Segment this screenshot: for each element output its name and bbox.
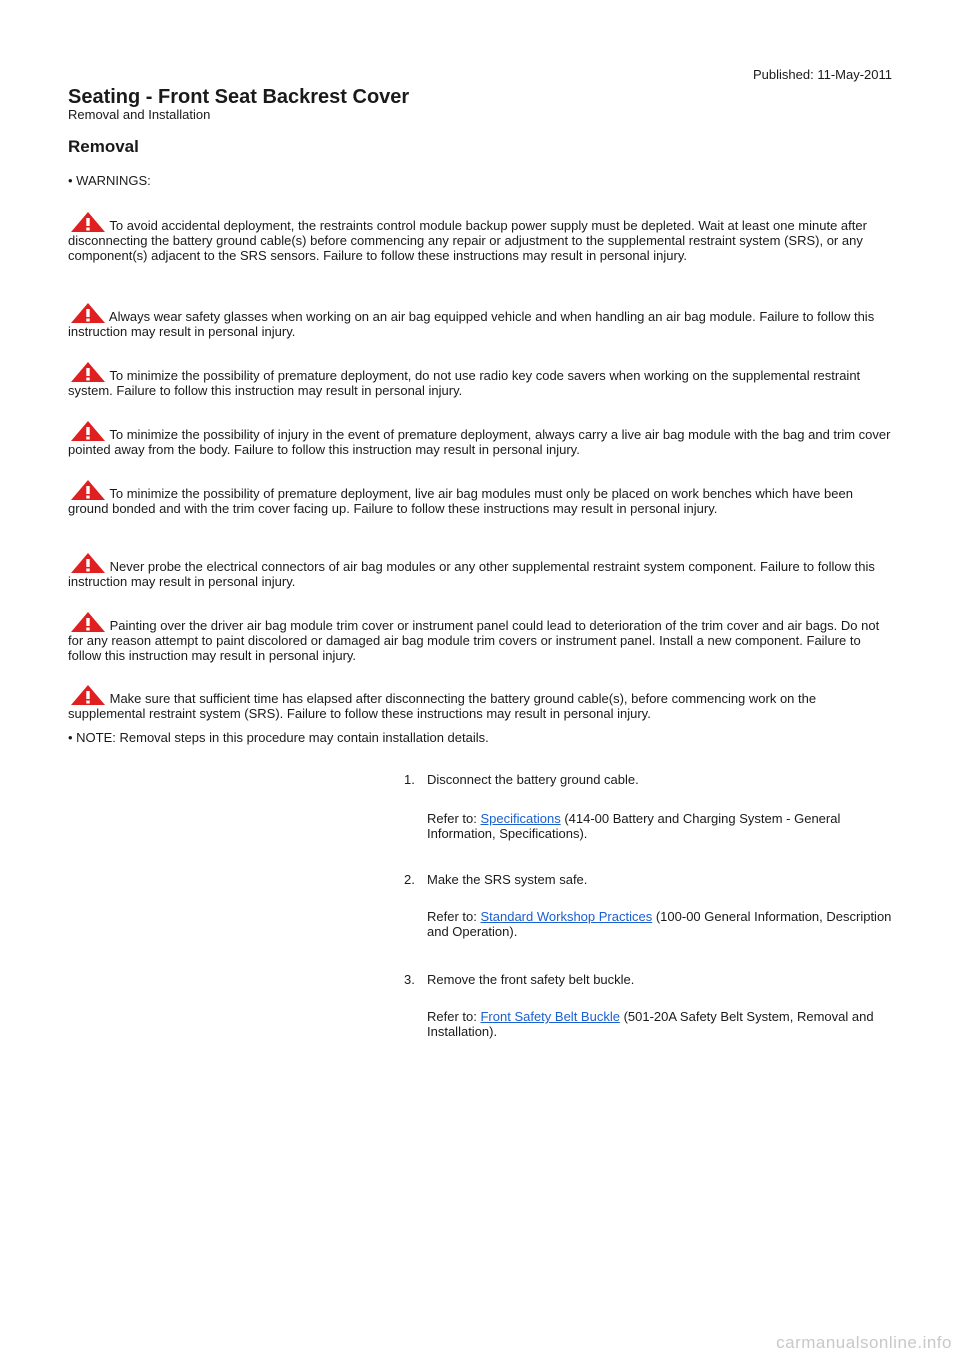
page-title: Seating - Front Seat Backrest Cover (68, 86, 410, 108)
warning-item (68, 302, 893, 339)
reference-prefix: Refer to: (427, 909, 477, 924)
step-text: Disconnect the battery ground cable. (427, 772, 639, 787)
warning-triangle-icon (70, 302, 106, 324)
warning-triangle-icon (70, 420, 106, 442)
warning-text: Always wear safety glasses when working on an air bag equipped vehicle and when handling an air bag module. Failure to follow this instruction may result in personal injury. (68, 309, 875, 339)
step-number: 3. (404, 972, 415, 987)
step-reference (427, 909, 897, 939)
warning-item (68, 479, 893, 516)
warnings-label: • WARNINGS: (68, 173, 151, 188)
warning-triangle-icon (70, 684, 106, 706)
step-number: 2. (404, 872, 415, 887)
specifications-link[interactable]: Specifications (480, 811, 561, 826)
warning-text: To minimize the possibility of premature deployment, live air bag modules must only be placed on work benches which have been ground bonded and with the trim cover facing up. Failure to follow these instructions may result in personal injury. (68, 486, 853, 516)
warning-item (68, 361, 893, 398)
warning-item (68, 684, 893, 721)
front-safety-belt-buckle-link[interactable]: Front Safety Belt Buckle (480, 1009, 620, 1024)
warning-triangle-icon (70, 611, 106, 633)
warning-item (68, 211, 893, 263)
published-date: Published: 11-May-2011 (753, 67, 892, 82)
warning-triangle-icon (70, 479, 106, 501)
step-text: Make the SRS system safe. (427, 872, 588, 887)
watermark: carmanualsonline.info (776, 1333, 952, 1352)
step-reference (427, 1009, 897, 1039)
reference-prefix: Refer to: (427, 811, 477, 826)
warning-item (68, 552, 893, 589)
warning-text: Painting over the driver air bag module trim cover or instrument panel could lead to deterioration of the trim cover and air bags. Do not for any reason attempt to paint discolored or damaged air bag module trim covers or instrument panel. Install a new component. Failure to follow this instruction may result in personal injury. (68, 618, 880, 663)
reference-suffix: (100-00 General Information, Description and Operation). (427, 909, 892, 939)
warning-triangle-icon (70, 361, 106, 383)
note: • NOTE: Removal steps in this procedure may contain installation details. (68, 730, 489, 745)
warning-text: To minimize the possibility of premature deployment, do not use radio key code savers when working on the supplemental restraint system. Failure to follow this instruction may result in personal injury. (68, 368, 861, 398)
warning-triangle-icon (70, 211, 106, 233)
warning-triangle-icon (70, 552, 106, 574)
standard-workshop-practices-link[interactable]: Standard Workshop Practices (480, 909, 653, 924)
warning-text: Never probe the electrical connectors of air bag modules or any other supplemental restraint system component. Failure to follow this instruction may result in personal injury. (68, 559, 875, 589)
step-number: 1. (404, 772, 415, 787)
warning-text: Make sure that sufficient time has elapsed after disconnecting the battery ground cable(s), before commencing work on the supplemental restraint system (SRS). Failure to follow these instructions may result in personal injury. (68, 691, 817, 721)
warning-text: To avoid accidental deployment, the restraints control module backup power supply must be depleted. Wait at least one minute after disconnecting the battery ground cable(s) before commencing any repair or adjustment to the supplemental restraint system (SRS), or any component(s) adjacent to the SRS sensors. Failure to follow these instructions may result in personal injury. (68, 218, 867, 263)
warning-item (68, 611, 893, 663)
step-reference (427, 811, 897, 841)
reference-prefix: Refer to: (427, 1009, 477, 1024)
reference-suffix: (414-00 Battery and Charging System - General Information, Specifications). (427, 811, 841, 841)
section-title: Removal (68, 137, 139, 156)
reference-suffix: (501-20A Safety Belt System, Removal and Installation). (427, 1009, 874, 1039)
step-text: Remove the front safety belt buckle. (427, 972, 635, 987)
warning-text: To minimize the possibility of injury in the event of premature deployment, always carry a live air bag module with the bag and trim cover pointed away from the body. Failure to follow this instruction may result in personal injury. (68, 427, 891, 457)
page-subtitle: Removal and Installation (68, 107, 211, 122)
warning-item (68, 420, 893, 457)
